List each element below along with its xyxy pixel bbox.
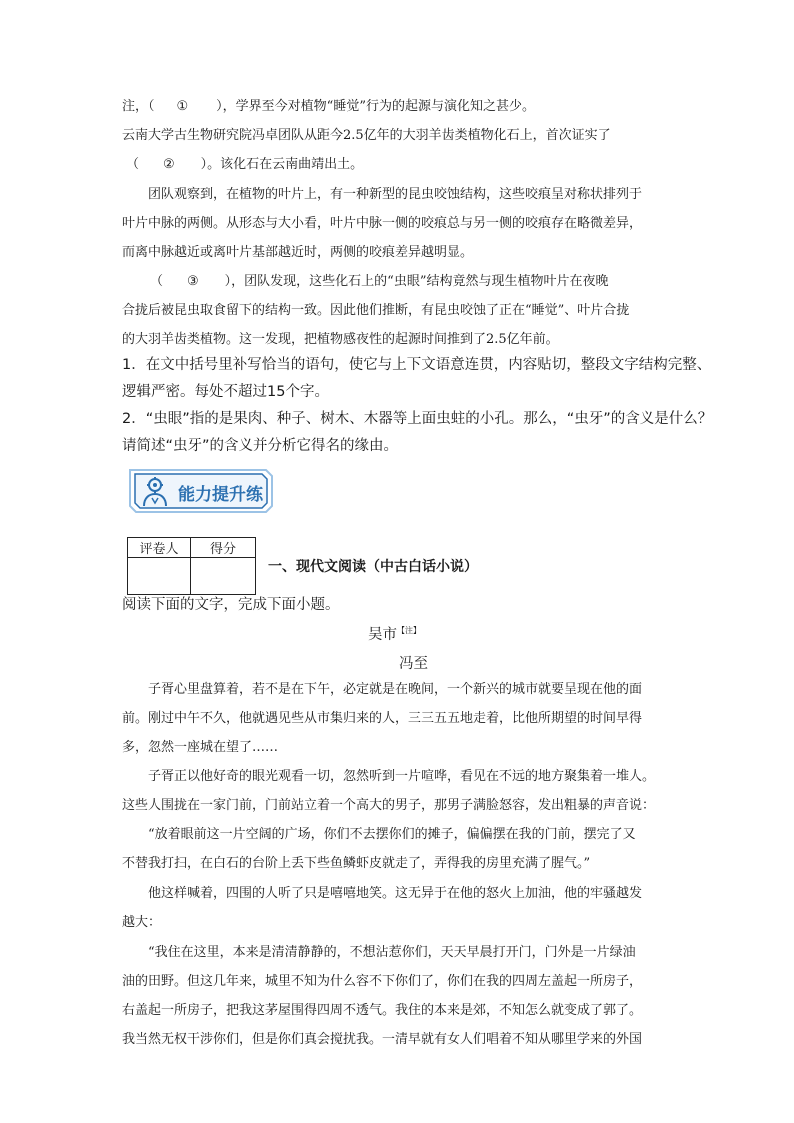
story-line-8: 他这样喊着，四围的人听了只是嘻嘻地笑。这无异于在他的怒火上加油，他的牢骚越发 bbox=[148, 886, 643, 901]
passage-line-3: （ ② ）。该化石在云南曲靖出土。 bbox=[126, 157, 364, 172]
story-title-text: 吴市 bbox=[368, 627, 397, 643]
question-2-line-2: 请简述“虫牙”的含义并分析它得名的缘由。 bbox=[122, 438, 399, 454]
passage-line-1: 注，（ ① ），学界至今对植物“睡觉”行为的起源与演化知之甚少。 bbox=[122, 99, 535, 114]
story-line-11: 油的田野。但这几年来，城里不知为什么容不下你们了，你们在我的四周左盖起一所房子， bbox=[122, 974, 643, 989]
story-line-4: 子胥正以他好奇的眼光观看一切，忽然听到一片喧哗，看见在不远的地方聚集着一堆人。 bbox=[148, 769, 656, 784]
story-line-6: “放着眼前这一片空阔的广场，你们不去摆你们的摊子，偏偏摆在我的门前，摆完了又 bbox=[148, 827, 636, 842]
story-line-13: 我当然无权干涉你们，但是你们真会搅扰我。一清早就有女人们唱着不知从哪里学来的外国 bbox=[122, 1032, 643, 1047]
grader-cell bbox=[128, 558, 191, 595]
score-cell bbox=[191, 558, 256, 595]
grader-header: 评卷人 bbox=[128, 538, 191, 558]
story-title bbox=[368, 623, 421, 644]
passage-para3-line-3: 的大羽羊齿类植物。这一发现，把植物感夜性的起源时间推到了2.5亿年前。 bbox=[122, 332, 559, 347]
story-title-note: 【注】 bbox=[397, 626, 421, 636]
story-line-12: 右盖起一所房子，把我这茅屋围得四周不透气。我住的本来是郊，不知怎么就变成了郭了。 bbox=[122, 1003, 643, 1018]
story-author: 冯至 bbox=[399, 656, 428, 672]
section-title: 一、现代文阅读（中古白话小说） bbox=[268, 559, 478, 575]
story-line-7: 不替我打扫，在白石的台阶上丢下些鱼鳞虾皮就走了，弄得我的房里充满了腥气。” bbox=[122, 856, 591, 871]
badge-label: 能力提升练 bbox=[178, 485, 263, 505]
passage-para2-line-3: 而离中脉越近或离叶片基部越近时，两侧的咬痕差异越明显。 bbox=[122, 245, 474, 260]
passage-para3-line-2: 合拢后被昆虫取食留下的结构一致。因此他们推断，有昆虫咬蚀了正在“睡觉”、叶片合拢 bbox=[122, 303, 630, 318]
story-line-5: 这些人围拢在一家门前，门前站立着一个高大的男子，那男子满脸怒容，发出粗暴的声音说： bbox=[122, 798, 656, 813]
story-line-2: 前。刚过中午不久，他就遇见些从市集归来的人，三三五五地走着，比他所期望的时间早得 bbox=[122, 711, 643, 726]
reading-instruction: 阅读下面的文字，完成下面小题。 bbox=[122, 597, 340, 613]
passage-para2-line-2: 叶片中脉的两侧。从形态与大小看，叶片中脉一侧的咬痕总与另一侧的咬痕存在略微差异， bbox=[122, 216, 643, 231]
story-line-1: 子胥心里盘算着，若不是在下午，必定就是在晚间，一个新兴的城市就要呈现在他的面 bbox=[148, 682, 643, 697]
ability-badge bbox=[126, 466, 276, 516]
passage-line-2: 云南大学古生物研究院冯卓团队从距今2.5亿年的大羽羊齿类植物化石上，首次证实了 bbox=[122, 128, 611, 143]
question-2-line-1: 2．“虫眼”指的是果肉、种子、树木、木器等上面虫蛀的小孔。那么，“虫牙”的含义是什么？ bbox=[122, 411, 713, 427]
passage-para2-line-1: 团队观察到，在植物的叶片上，有一种新型的昆虫咬蚀结构，这些咬痕呈对称状排列于 bbox=[148, 187, 643, 202]
question-1-line-2: 逻辑严密。每处不超过15个字。 bbox=[122, 384, 329, 400]
story-line-9: 越大： bbox=[122, 915, 162, 930]
score-table bbox=[127, 537, 256, 595]
gear-person-icon bbox=[138, 474, 172, 508]
passage-para3-line-1: （ ③ ），团队发现，这些化石上的“虫眼”结构竟然与现生植物叶片在夜晚 bbox=[150, 274, 609, 289]
question-1-line-1: 1．在文中括号里补写恰当的语句，使它与上下文语意连贯，内容贴切，整段文字结构完整、 bbox=[122, 357, 712, 373]
story-line-10: “我住在这里，本来是清清静静的，不想沾惹你们，天天早晨打开门，门外是一片绿油 bbox=[148, 945, 636, 960]
score-header: 得分 bbox=[191, 538, 256, 558]
story-line-3: 多，忽然一座城在望了…… bbox=[122, 740, 279, 755]
